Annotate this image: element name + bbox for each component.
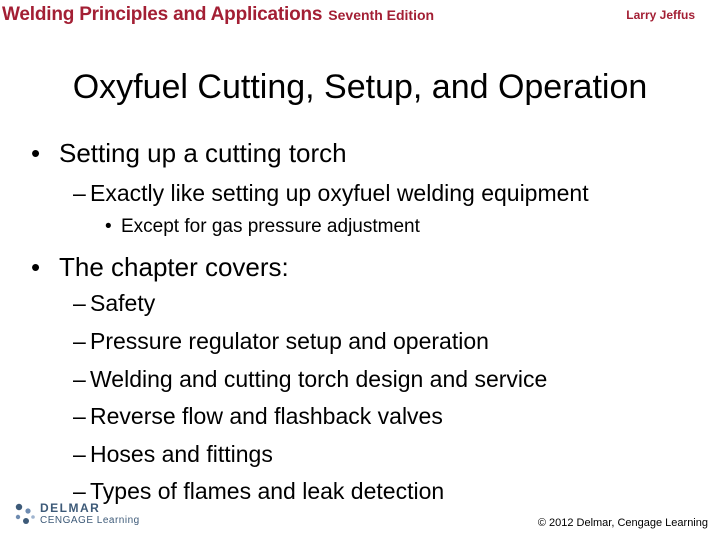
bullet-marker: – <box>73 180 86 206</box>
bullet-text: Exactly like setting up oxyfuel welding equipment <box>90 180 589 206</box>
bullet-text: Pressure regulator setup and operation <box>90 328 489 354</box>
edition-label: Seventh Edition <box>328 7 435 23</box>
book-title-text: Welding Principles and Applications <box>2 4 323 25</box>
bullet-marker: – <box>73 290 86 316</box>
slide-title: Oxyfuel Cutting, Setup, and Operation <box>72 68 648 106</box>
logo-subtitle: CENGAGE Learning <box>40 515 140 526</box>
bullet-marker: • <box>105 216 112 237</box>
bullet-marker: – <box>73 441 86 467</box>
logo-wordmark: DELMAR <box>40 501 101 515</box>
bullet-marker: • <box>31 252 41 282</box>
delmar-logo <box>12 500 162 530</box>
bullet-text: Reverse flow and flashback valves <box>90 403 443 429</box>
bullet-marker: – <box>73 478 86 504</box>
bullet-marker: – <box>73 366 86 392</box>
bullet-text: Setting up a cutting torch <box>59 138 347 168</box>
copyright-notice: © 2012 Delmar, Cengage Learning <box>537 517 708 529</box>
bullet-text: Safety <box>90 290 156 316</box>
bullet-text: Types of flames and leak detection <box>90 478 445 504</box>
bullet-text: Except for gas pressure adjustment <box>121 216 420 237</box>
author-name: Larry Jeffus <box>626 8 695 22</box>
bullet-text: The chapter covers: <box>59 252 289 282</box>
delmar-logo-icon <box>12 502 36 526</box>
bullet-text: Hoses and fittings <box>90 441 273 467</box>
bullet-marker: – <box>73 328 86 354</box>
bullet-text: Welding and cutting torch design and service <box>90 366 548 392</box>
bullet-marker: – <box>73 403 86 429</box>
bullet-marker: • <box>31 138 41 168</box>
